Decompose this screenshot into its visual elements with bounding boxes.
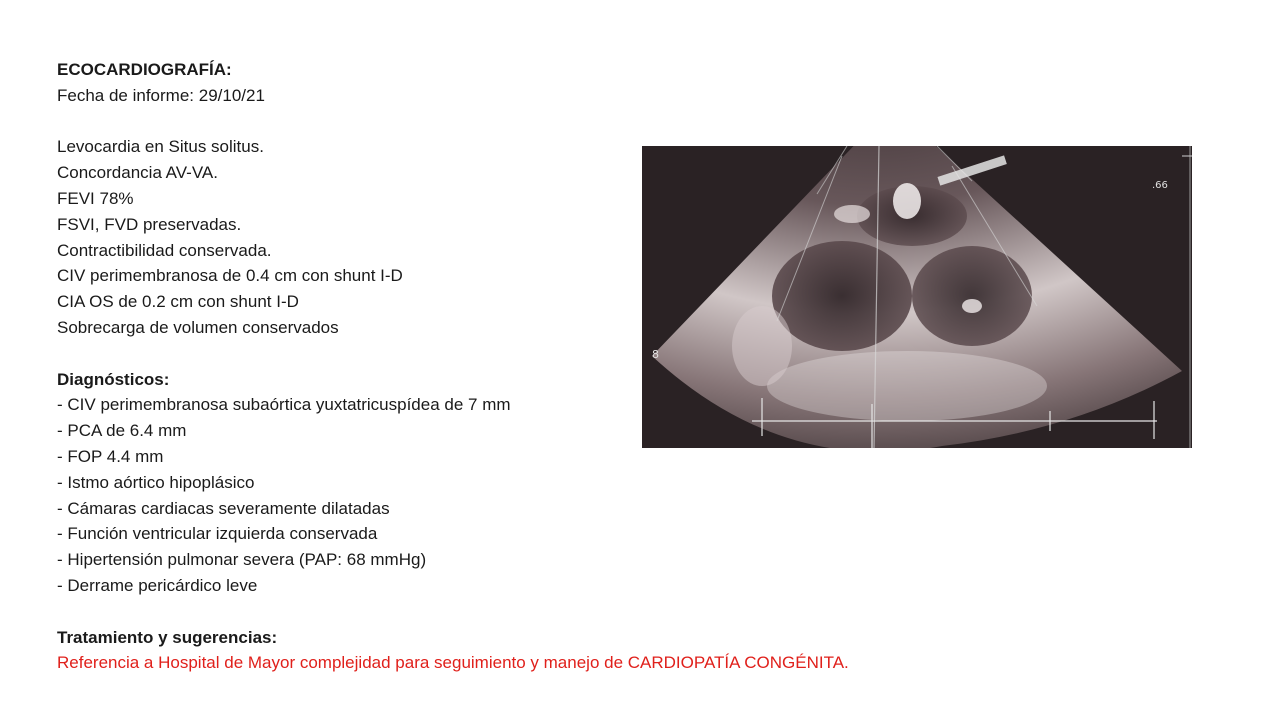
treatment-heading: Tratamiento y sugerencias:	[57, 627, 278, 647]
finding-line: Sobrecarga de volumen conservados	[57, 317, 339, 337]
spacer	[57, 599, 957, 625]
spacer	[57, 109, 957, 135]
diagnostic-item: - CIV perimembranosa subaórtica yuxtatricuspídea de 7 mm	[57, 395, 511, 415]
diagnostic-item: - Cámaras cardiacas severamente dilatadas	[57, 498, 390, 518]
finding-line: FEVI 78%	[57, 188, 134, 208]
report-title: ECOCARDIOGRAFÍA:	[57, 60, 232, 79]
finding-line: FSVI, FVD preservadas.	[57, 214, 242, 234]
report-date: Fecha de informe: 29/10/21	[57, 85, 265, 105]
marker-label: 8	[652, 348, 659, 361]
diagnostic-item: - Derrame pericárdico leve	[57, 575, 258, 595]
finding-line: Concordancia AV-VA.	[57, 163, 218, 183]
finding-line: Levocardia en Situs solitus.	[57, 137, 264, 157]
diagnostic-item: - FOP 4.4 mm	[57, 446, 164, 466]
finding-line: Contractibilidad conservada.	[57, 240, 272, 260]
finding-line: CIV perimembranosa de 0.4 cm con shunt I-D	[57, 266, 403, 286]
echocardiogram-image	[642, 146, 1192, 448]
diagnostic-item: - Hipertensión pulmonar severa (PAP: 68 mmHg)	[57, 550, 427, 570]
depth-label: .66	[1152, 180, 1168, 191]
treatment-text: Referencia a Hospital de Mayor complejidad para seguimiento y manejo de CARDIOPATÍA CONGÉNITA.	[57, 653, 849, 673]
diagnostic-item: - Istmo aórtico hipoplásico	[57, 472, 255, 492]
diagnostics-heading: Diagnósticos:	[57, 369, 170, 389]
diagnostic-item: - PCA de 6.4 mm	[57, 421, 187, 441]
diagnostic-item: - Función ventricular izquierda conservada	[57, 524, 378, 544]
finding-line: CIA OS de 0.2 cm con shunt I-D	[57, 292, 299, 312]
